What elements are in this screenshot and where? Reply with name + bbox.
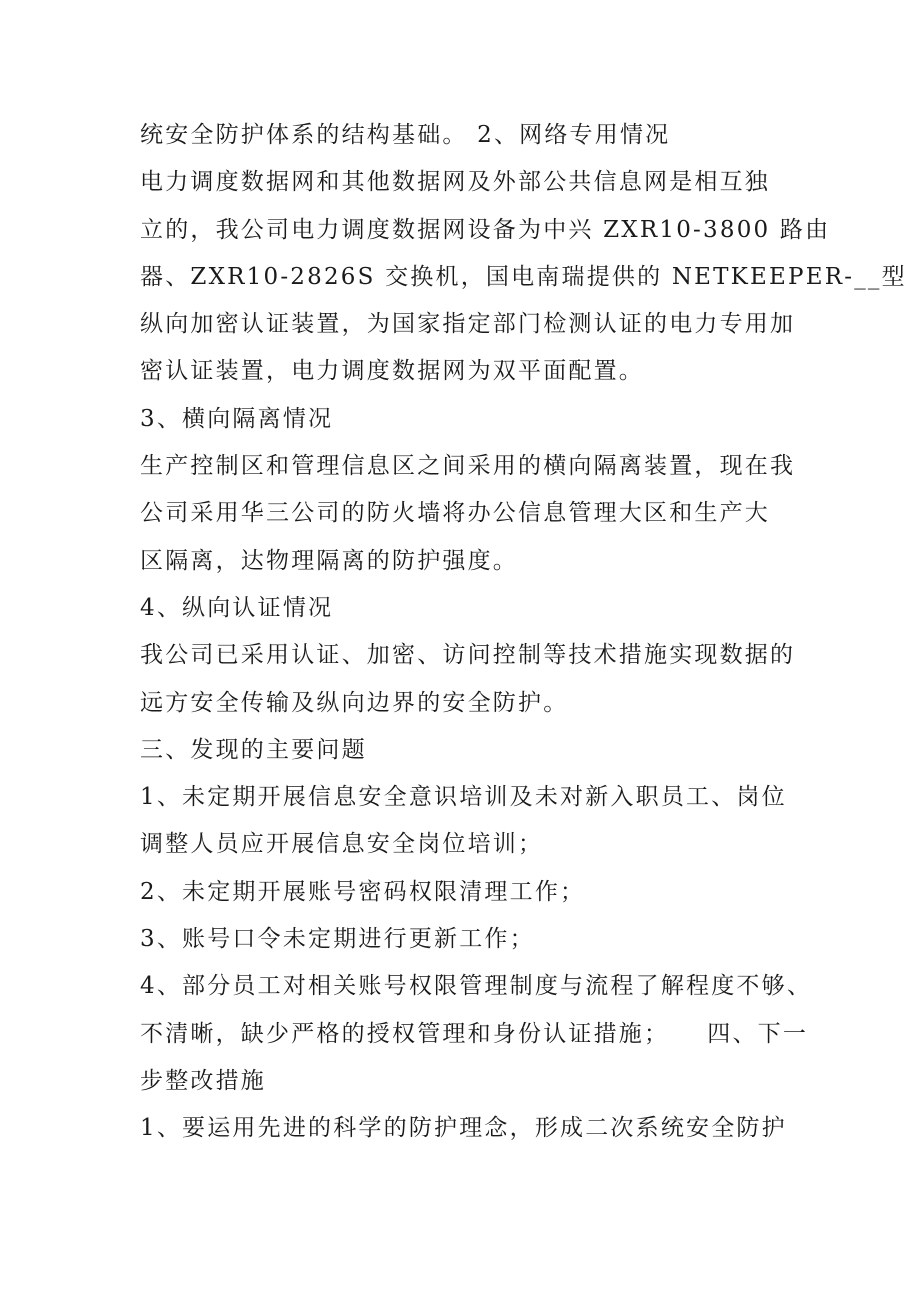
list-item: 3、账号口令未定期进行更新工作； (140, 926, 535, 953)
text-line: 远方安全传输及纵向边界的安全防护。 (140, 689, 569, 716)
text-line: 公司采用华三公司的防火墙将办公信息管理大区和生产大 (140, 500, 770, 527)
text-line: 统安全防护体系的结构基础。 2、网络专用情况 (140, 122, 671, 148)
list-item: 1、未定期开展信息安全意识培训及未对新入职员工、岗位 (140, 784, 787, 811)
text-line: 调整人员应开展信息安全岗位培训； (140, 831, 544, 858)
body-text (140, 112, 907, 1153)
section-heading: 三、发现的主要问题 (140, 736, 367, 763)
text-line: 区隔离，达物理隔离的防护强度。 (140, 547, 518, 574)
text-line: 密认证装置，电力调度数据网为双平面配置。 (140, 358, 644, 385)
text-line: 步整改措施 (140, 1067, 266, 1094)
list-item: 4、部分员工对相关账号权限管理制度与流程了解程度不够、 (140, 973, 813, 1000)
text-line: 我公司已采用认证、加密、访问控制等技术措施实现数据的 (140, 642, 796, 669)
list-item: 1、要运用先进的科学的防护理念，形成二次系统安全防护 (140, 1115, 787, 1142)
text-line: 器、ZXR10-2826S 交换机，国电南瑞提供的 NETKEEPER-__型 (140, 263, 907, 290)
list-item: 2、未定期开展账号密码权限清理工作； (140, 878, 586, 905)
text-line: 电力调度数据网和其他数据网及外部公共信息网是相互独 (140, 169, 770, 196)
text-line: 纵向加密认证装置，为国家指定部门检测认证的电力专用加 (140, 311, 796, 338)
section-heading: 3、横向隔离情况 (140, 405, 334, 432)
text-line: 生产控制区和管理信息区之间采用的横向隔离装置，现在我 (140, 453, 796, 480)
section-heading: 4、纵向认证情况 (140, 594, 334, 621)
text-line: 立的，我公司电力调度数据网设备为中兴 ZXR10-3800 路由 (140, 216, 831, 243)
text-line: 不清晰，缺少严格的授权管理和身份认证措施； 四、下一 (140, 1020, 809, 1047)
